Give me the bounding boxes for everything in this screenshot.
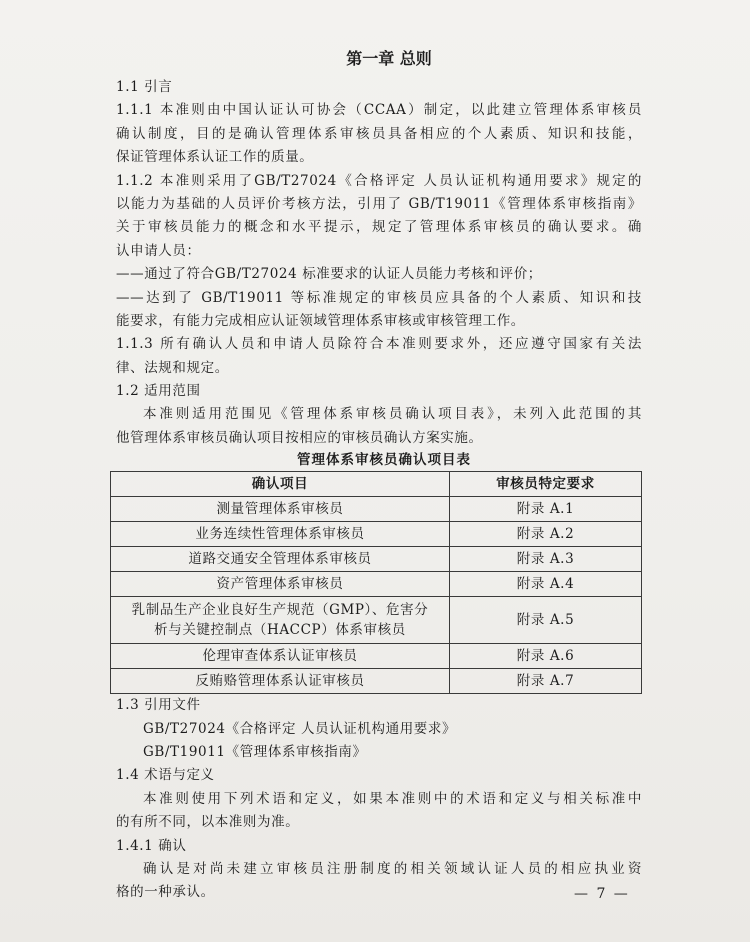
text-line: 1.4 术语与定义 <box>116 767 215 784</box>
text-line: 1.1 引言 <box>116 79 173 95</box>
section-body-before-table <box>116 76 642 450</box>
text-line: 的有所不同，以本准则为准。 <box>116 814 300 831</box>
text-line: ——通过了符合GB/T27024 标准要求的认证人员能力考核和评价； <box>116 266 542 283</box>
text-line: 认申请人员： <box>116 242 201 259</box>
text-line: 能要求，有能力完成相应认证领域管理体系审核或审核管理工作。 <box>116 312 525 329</box>
text-line: 1.4.1 确认 <box>116 837 187 854</box>
text-line: 1.1.3 所有确认人员和申请人员除符合本准则要求外，还应遵守国家有关法 <box>116 336 642 353</box>
text-line: 确认制度，目的是确认管理体系审核员具备相应的个人素质、知识和技能， <box>116 125 642 142</box>
table-row <box>111 644 642 669</box>
column-header-requirement: 审核员特定要求 <box>450 472 642 497</box>
cell-item-line: 乳制品生产企业良好生产规范（GMP）、危害分 <box>131 602 429 619</box>
cell-item-line: 业务连续性管理体系审核员 <box>195 526 365 543</box>
table-row <box>111 497 642 522</box>
text-line: ——达到了 GB/T19011 等标准规定的审核员应具备的个人素质、知识和技 <box>116 289 642 306</box>
text-line: 他管理体系审核员确认项目按相应的审核员确认方案实施。 <box>116 429 483 446</box>
column-header-item: 确认项目 <box>111 472 450 497</box>
table-row <box>111 597 642 644</box>
cell-item-line: 伦理审查体系认证审核员 <box>202 648 358 665</box>
text-line: GB/T19011《管理体系审核指南》 <box>143 744 367 761</box>
cell-item-line: 测量管理体系审核员 <box>216 501 344 518</box>
text-line: 确认是对尚未建立审核员注册制度的相关领域认证人员的相应执业资 <box>143 860 642 877</box>
text-line: 本准则适用范围见《管理体系审核员确认项目表》，未列入此范围的其 <box>143 406 642 423</box>
cell-item <box>111 547 450 572</box>
table-header-row <box>111 472 642 497</box>
chapter-title: 第一章 总则 <box>346 49 432 68</box>
table-row <box>111 572 642 597</box>
table-row <box>111 669 642 694</box>
cell-item-line: 资产管理体系审核员 <box>216 576 344 593</box>
cell-requirement: 附录 A.2 <box>450 522 642 547</box>
cell-requirement: 附录 A.7 <box>450 669 642 694</box>
table-body <box>111 497 642 694</box>
text-line: 保证管理体系认证工作的质量。 <box>116 149 314 166</box>
text-line: 格的一种承认。 <box>116 884 215 901</box>
cell-item <box>111 497 450 522</box>
text-line: 关于审核员能力的概念和水平提示，规定了管理体系审核员的确认要求。确 <box>116 219 642 236</box>
cell-item <box>111 597 450 644</box>
cell-item <box>111 669 450 694</box>
section-body-after-table <box>116 694 642 905</box>
table-row <box>111 522 642 547</box>
cell-item-line: 析与关键控制点（HACCP）体系审核员 <box>154 622 406 639</box>
text-line: 以能力为基础的人员评价考核方法，引用了 GB/T19011《管理体系审核指南》 <box>116 195 642 212</box>
cell-requirement: 附录 A.4 <box>450 572 642 597</box>
cell-item-line: 反贿赂管理体系认证审核员 <box>195 673 365 690</box>
text-line: 1.3 引用文件 <box>116 697 201 714</box>
table-title: 管理体系审核员确认项目表 <box>297 452 471 469</box>
table-row <box>111 547 642 572</box>
page-number: — 7 — <box>574 886 630 902</box>
text-line: 1.2 适用范围 <box>116 383 201 400</box>
cell-requirement: 附录 A.5 <box>450 597 642 644</box>
text-line: GB/T27024《合格评定 人员认证机构通用要求》 <box>143 720 457 737</box>
text-line: 1.1.1 本准则由中国认证认可协会（CCAA）制定，以此建立管理体系审核员 <box>116 102 642 119</box>
text-line: 律、法规和规定。 <box>116 359 229 376</box>
cell-requirement: 附录 A.3 <box>450 547 642 572</box>
cell-item <box>111 572 450 597</box>
text-line: 1.1.2 本准则采用了GB/T27024《合格评定 人员认证机构通用要求》规定的 <box>116 172 642 189</box>
audit-items-table <box>110 471 642 694</box>
cell-item <box>111 644 450 669</box>
cell-requirement: 附录 A.1 <box>450 497 642 522</box>
cell-item <box>111 522 450 547</box>
text-line: 本准则使用下列术语和定义，如果本准则中的术语和定义与相关标准中 <box>143 790 642 807</box>
cell-requirement: 附录 A.6 <box>450 644 642 669</box>
cell-item-line: 道路交通安全管理体系审核员 <box>188 551 372 568</box>
